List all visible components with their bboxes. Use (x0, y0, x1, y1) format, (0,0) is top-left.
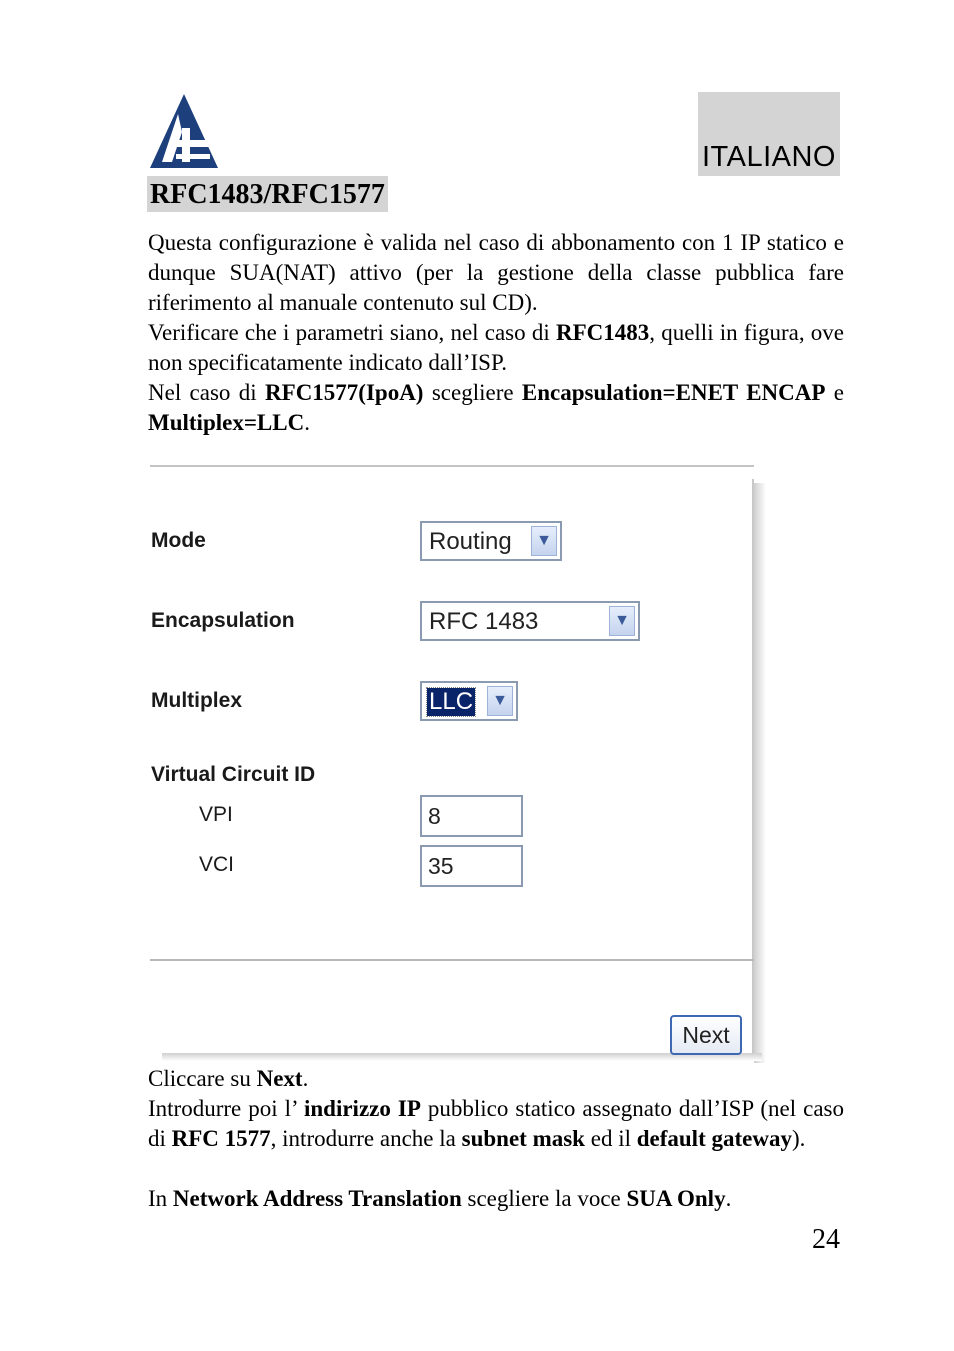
chevron-down-icon[interactable]: ▼ (609, 606, 635, 636)
chevron-down-icon[interactable]: ▼ (531, 526, 557, 556)
vci-label: VCI (199, 853, 235, 876)
next-button[interactable]: Next (670, 1015, 742, 1055)
intro-paragraph-3 (148, 378, 844, 438)
after-line-1 (148, 1064, 844, 1094)
intro-bold-rfc1483: RFC1483 (555, 320, 650, 345)
mode-value: Routing (429, 528, 512, 555)
after-text-1a: Cliccare su (148, 1066, 257, 1091)
intro-paragraph-2 (148, 318, 844, 378)
after-bold-ip: indirizzo IP (303, 1096, 421, 1121)
panel-shadow-right (754, 483, 766, 1063)
after-bold-sua-only: SUA Only (626, 1186, 726, 1211)
intro-text-1: Questa configurazione è valida nel caso di abbonamento con 1 IP statico e dunque SUA(NAT) attivo (per la gestione della classe pubblica fare riferimento al manuale contenuto sul CD). (148, 230, 844, 315)
encapsulation-label: Encapsulation (151, 609, 295, 632)
encapsulation-select[interactable] (420, 601, 640, 641)
page-number: 24 (812, 1224, 840, 1255)
after-paragraph-2 (148, 1094, 844, 1154)
intro-bold-multiplex: Multiplex=LLC (148, 410, 305, 435)
after-bold-next: Next (256, 1066, 303, 1091)
after-text-2g: ed il (584, 1126, 637, 1151)
after-text-2e: , introdurre anche la (270, 1126, 462, 1151)
after-text-3a: In (148, 1186, 173, 1211)
multiplex-label: Multiplex (151, 689, 243, 712)
section-title: RFC1483/RFC1577 (147, 176, 388, 212)
multiplex-select[interactable] (420, 681, 518, 721)
after-bold-gateway: default gateway (636, 1126, 792, 1151)
language-label (698, 92, 840, 176)
after-text-2i: ). (791, 1126, 806, 1151)
after-text-2a: Introdurre poi l’ (148, 1096, 304, 1121)
router-config-screenshot (148, 465, 766, 1061)
vpi-input[interactable]: 8 (420, 795, 523, 837)
intro-paragraph-1 (148, 228, 844, 318)
multiplex-value: LLC (429, 688, 474, 715)
after-text-3c: scegliere la voce (461, 1186, 627, 1211)
chevron-down-icon[interactable]: ▼ (487, 686, 513, 716)
intro-text-3a: Nel caso di (148, 380, 266, 405)
after-text-1c: . (302, 1066, 309, 1091)
panel-content (148, 479, 754, 1053)
after-text-3e: . (725, 1186, 732, 1211)
atlantis-logo-icon (148, 92, 220, 170)
intro-bold-encapsulation: Encapsulation=ENET ENCAP (521, 380, 826, 405)
intro-text-3c: scegliere (423, 380, 522, 405)
intro-text-3g: . (304, 410, 310, 435)
panel-footer-divider (150, 959, 754, 961)
mode-label: Mode (151, 529, 206, 552)
intro-text-3e: e (825, 380, 844, 405)
intro-bold-rfc1577: RFC1577(IpoA) (265, 380, 424, 405)
after-line-3 (148, 1184, 844, 1214)
mode-select[interactable] (420, 521, 562, 561)
intro-text-2c: , quelli in figura, ove non specificatamente indicato dall’ISP. (148, 320, 844, 375)
language-text: ITALIANO (702, 141, 836, 173)
virtual-circuit-id-label: Virtual Circuit ID (151, 763, 316, 786)
encapsulation-value: RFC 1483 (429, 608, 539, 635)
panel-top-divider (150, 465, 754, 467)
after-text-2c: pubblico statico assegnato dall’ISP (nel caso di (148, 1096, 844, 1151)
after-bold-nat: Network Address Translation (172, 1186, 462, 1211)
after-bold-rfc1577: RFC 1577 (171, 1126, 271, 1151)
intro-text-2a: Verificare che i parametri siano, nel caso di (148, 320, 556, 345)
after-bold-subnet: subnet mask (461, 1126, 585, 1151)
vpi-label: VPI (199, 803, 233, 826)
vci-input[interactable]: 35 (420, 845, 523, 887)
